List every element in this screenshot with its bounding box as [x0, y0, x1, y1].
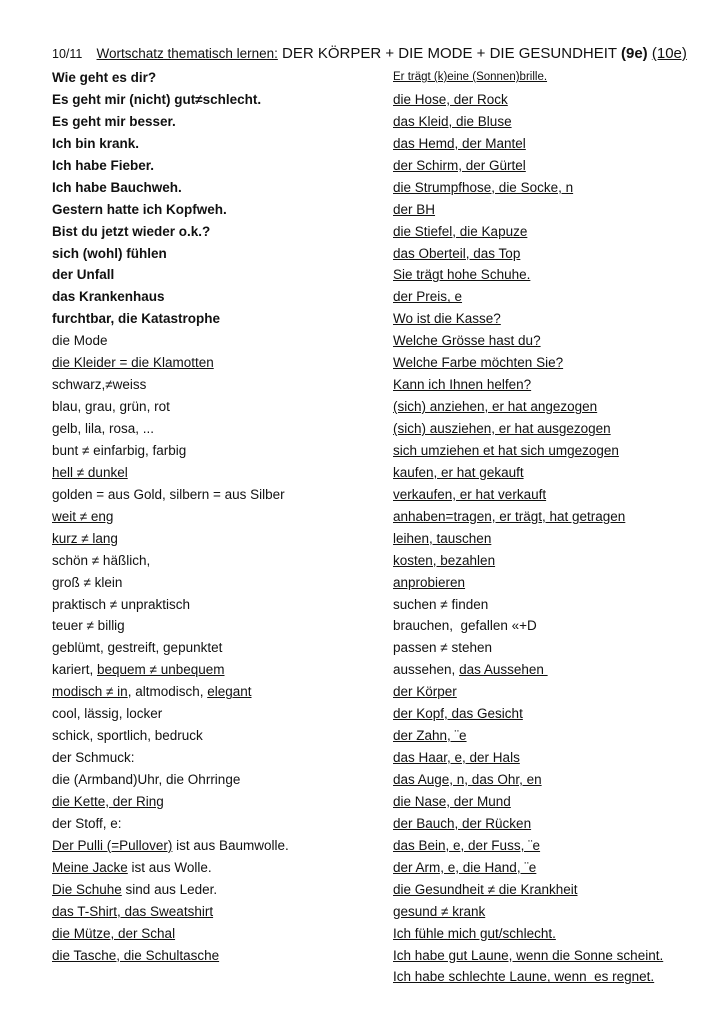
vocab-line — [52, 462, 289, 484]
vocab-line — [52, 221, 289, 243]
vocab-text: verkaufen, er hat verkauft — [393, 486, 547, 502]
vocab-line — [393, 396, 663, 418]
vocab-line — [52, 769, 289, 791]
vocab-text: die Tasche, die Schultasche — [52, 947, 220, 963]
vocab-line — [52, 177, 289, 199]
vocab-text: ist aus Wolle. — [127, 859, 212, 875]
vocab-text: ist aus Baumwolle. — [172, 837, 289, 853]
vocab-line — [52, 440, 289, 462]
vocab-text: furchtbar, die Katastrophe — [52, 311, 221, 327]
vocab-line — [52, 484, 289, 506]
vocab-line — [52, 725, 289, 747]
vocab-line — [52, 572, 289, 594]
vocab-text: kariert, — [52, 662, 98, 678]
vocab-line — [52, 506, 289, 528]
vocab-line — [52, 879, 289, 901]
vocab-text: der Stoff, e: — [52, 815, 122, 831]
vocab-text: Die Schuhe — [52, 881, 122, 897]
vocab-text: der Preis, e — [393, 289, 463, 305]
vocab-line — [393, 572, 663, 594]
vocab-line — [52, 133, 289, 155]
vocab-text: hell ≠ dunkel — [52, 464, 128, 480]
vocab-text: die Stiefel, die Kapuze — [393, 223, 528, 239]
vocab-text: der BH — [393, 201, 436, 217]
vocab-text: die (Armband)Uhr, die Ohrringe — [52, 772, 241, 787]
vocab-line — [52, 374, 289, 396]
right-vocabulary-column — [393, 67, 663, 988]
vocab-line — [393, 418, 663, 440]
left-vocabulary-column — [52, 67, 289, 966]
vocab-text: anhaben=tragen, er trägt, hat getragen — [393, 508, 626, 524]
vocab-text: Ich habe Fieber. — [52, 157, 155, 173]
vocab-line — [393, 330, 663, 352]
vocab-text: Es geht mir (nicht) gut≠schlecht. — [52, 91, 262, 107]
vocab-text: (sich) ausziehen, er hat ausgezogen — [393, 421, 611, 436]
vocab-line — [52, 857, 289, 879]
vocab-line — [52, 550, 289, 572]
vocab-text: kosten, bezahlen — [393, 552, 496, 568]
vocab-text: sich umziehen et hat sich umgezogen — [393, 442, 619, 458]
vocab-line — [393, 155, 663, 177]
vocab-text: Ich habe gut Laune, wenn die Sonne scheint. — [393, 947, 664, 963]
vocab-line — [52, 264, 289, 286]
vocab-line — [52, 308, 289, 330]
vocab-line — [52, 813, 289, 835]
vocab-line — [393, 177, 663, 199]
vocab-line — [393, 111, 663, 133]
vocab-text: das Haar, e, der Hals — [393, 750, 520, 766]
vocab-text: leihen, tauschen — [393, 530, 492, 546]
vocab-line — [393, 659, 663, 681]
vocab-line — [52, 396, 289, 418]
vocab-text: der Zahn, ¨e — [393, 728, 467, 744]
vocab-text: das Krankenhaus — [52, 289, 165, 305]
vocab-line — [52, 111, 289, 133]
vocab-line — [52, 594, 289, 616]
vocab-line — [393, 286, 663, 308]
vocab-line — [393, 791, 663, 813]
vocab-text: teuer ≠ billig — [52, 618, 125, 634]
vocab-line — [393, 374, 663, 396]
vocab-line — [393, 813, 663, 835]
page-number: 10/11 — [52, 47, 83, 61]
vocab-text: die Gesundheit ≠ die Krankheit — [393, 881, 578, 897]
class-label-10e: (10e) — [651, 45, 687, 62]
vocab-text: das Bein, e, der Fuss, ¨e — [393, 837, 541, 853]
vocab-text: kurz ≠ lang — [52, 530, 118, 546]
vocab-text: Es geht mir besser. — [52, 113, 176, 129]
vocab-line — [393, 923, 663, 945]
vocab-line — [393, 221, 663, 243]
vocab-text: der Schmuck: — [52, 750, 135, 766]
vocab-text: weit ≠ eng — [52, 508, 114, 524]
vocab-text: (sich) anziehen, er hat angezogen — [393, 399, 598, 415]
vocab-line — [393, 747, 663, 769]
vocab-line — [393, 199, 663, 221]
vocab-text: golden = aus Gold, silbern = aus Silber — [52, 486, 285, 502]
vocab-text: elegant — [207, 684, 252, 700]
vocab-line — [52, 155, 289, 177]
vocab-text: Ich bin krank. — [52, 135, 140, 151]
vocab-text: Er trägt (k)eine (Sonnen)brille. — [393, 71, 548, 83]
document-title: DER KÖRPER + DIE MODE + DIE GESUNDHEIT — [282, 45, 617, 62]
vocab-line — [52, 67, 289, 89]
vocab-line — [52, 747, 289, 769]
vocab-text: die Mode — [52, 333, 108, 349]
vocab-line — [393, 615, 663, 637]
vocab-text: das Oberteil, das Top — [393, 245, 521, 261]
vocab-line — [52, 659, 289, 681]
vocab-line — [393, 703, 663, 725]
vocab-text: Ich habe schlechte Laune, wenn es regnet. — [393, 969, 655, 985]
vocab-text: cool, lässig, locker — [52, 706, 163, 722]
vocab-text: modisch ≠ in — [52, 684, 128, 700]
vocab-text: der Körper — [393, 684, 457, 700]
vocab-line — [52, 352, 289, 374]
vocab-text: die Kette, der Ring — [52, 793, 164, 809]
vocab-text: gelb, lila, rosa, ... — [52, 421, 155, 436]
vocab-text: brauchen, gefallen «+D — [393, 618, 537, 634]
document-header — [52, 45, 687, 62]
vocab-text: anprobieren — [393, 574, 466, 590]
vocab-line — [393, 352, 663, 374]
vocab-text: Der Pulli (=Pullover) — [52, 837, 173, 853]
vocab-line — [393, 681, 663, 703]
vocab-line — [393, 725, 663, 747]
vocab-line — [393, 484, 663, 506]
class-label-9e: (9e) — [621, 45, 648, 62]
vocab-line — [393, 67, 663, 89]
vocab-text: Sie trägt hohe Schuhe. — [393, 267, 531, 283]
vocab-text: praktisch ≠ unpraktisch — [52, 596, 190, 612]
vocab-line — [393, 879, 663, 901]
vocab-text: Gestern hatte ich Kopfweh. — [52, 201, 227, 217]
vocab-text: Ich fühle mich gut/schlecht. — [393, 925, 556, 941]
vocab-text: schwarz,≠weiss — [52, 377, 147, 393]
vocab-text: bunt ≠ einfarbig, farbig — [52, 442, 187, 458]
vocab-line — [52, 835, 289, 857]
vocab-text: der Arm, e, die Hand, ¨e — [393, 859, 537, 875]
vocab-line — [52, 286, 289, 308]
vocab-line — [393, 264, 663, 286]
vocab-line — [393, 528, 663, 550]
vocab-text: der Bauch, der Rücken — [393, 815, 532, 831]
vocab-text: sich (wohl) fühlen — [52, 245, 167, 261]
vocab-text: aussehen, — [393, 662, 460, 678]
vocab-line — [52, 243, 289, 265]
vocab-text: die Kleider = die Klamotten — [52, 355, 214, 371]
vocab-line — [52, 901, 289, 923]
vocab-text: Ich habe Bauchweh. — [52, 179, 182, 195]
vocab-text: kaufen, er hat gekauft — [393, 464, 524, 480]
vocab-line — [393, 901, 663, 923]
vocab-text: geblümt, gestreift, gepunktet — [52, 640, 223, 656]
vocab-text: Meine Jacke — [52, 859, 128, 875]
vocab-text: der Unfall — [52, 267, 115, 283]
vocab-line — [393, 835, 663, 857]
vocab-line — [52, 923, 289, 945]
vocab-line — [52, 791, 289, 813]
vocab-line — [393, 133, 663, 155]
vocab-line — [393, 945, 663, 967]
vocab-text: die Hose, der Rock — [393, 91, 508, 107]
vocab-text: gesund ≠ krank — [393, 903, 486, 919]
vocab-line — [393, 89, 663, 111]
vocab-line — [52, 637, 289, 659]
vocab-text: groß ≠ klein — [52, 574, 123, 590]
vocab-text: Bist du jetzt wieder o.k.? — [52, 223, 211, 239]
vocab-line — [393, 308, 663, 330]
vocab-text: die Mütze, der Schal — [52, 925, 176, 941]
vocab-text: sind aus Leder. — [121, 881, 218, 897]
vocab-line — [52, 330, 289, 352]
vocab-line — [393, 966, 663, 988]
document-subtitle: Wortschatz thematisch lernen: — [96, 46, 278, 61]
vocab-text: das Hemd, der Mantel — [393, 135, 526, 151]
vocab-text: die Strumpfhose, die Socke, n — [393, 179, 574, 195]
vocab-text: , altmodisch, — [127, 684, 208, 700]
vocab-line — [52, 418, 289, 440]
vocab-text: Kann ich Ihnen helfen? — [393, 377, 532, 393]
vocab-line — [393, 550, 663, 572]
vocab-text: schön ≠ häßlich, — [52, 552, 151, 568]
vocab-text: schick, sportlich, bedruck — [52, 728, 203, 744]
vocab-line — [52, 681, 289, 703]
vocab-text: suchen ≠ finden — [393, 596, 489, 612]
vocab-text: das T-Shirt, das Sweatshirt — [52, 903, 214, 919]
vocab-line — [393, 769, 663, 791]
vocab-line — [52, 199, 289, 221]
vocab-text: der Schirm, der Gürtel — [393, 157, 526, 173]
vocab-text: Welche Grösse hast du? — [393, 333, 541, 349]
vocab-text: Welche Farbe möchten Sie? — [393, 355, 564, 371]
vocab-text: die Nase, der Mund — [393, 793, 511, 809]
vocab-line — [52, 528, 289, 550]
vocab-line — [393, 857, 663, 879]
vocab-text: blau, grau, grün, rot — [52, 399, 170, 415]
vocab-text: Wo ist die Kasse? — [393, 311, 501, 327]
vocab-line — [393, 440, 663, 462]
vocab-line — [393, 462, 663, 484]
vocab-text: bequem ≠ unbequem — [97, 662, 225, 678]
vocab-line — [393, 594, 663, 616]
vocab-line — [393, 506, 663, 528]
vocab-text: Wie geht es dir? — [52, 70, 157, 85]
vocab-line — [52, 615, 289, 637]
vocab-line — [393, 243, 663, 265]
vocab-line — [52, 703, 289, 725]
vocab-line — [52, 89, 289, 111]
vocab-text: das Kleid, die Bluse — [393, 113, 512, 129]
vocab-text: der Kopf, das Gesicht — [393, 706, 523, 722]
vocab-line — [393, 637, 663, 659]
vocab-line — [52, 945, 289, 967]
vocab-text: das Auge, n, das Ohr, en — [393, 772, 542, 787]
vocab-text: das Aussehen — [459, 662, 548, 678]
vocab-text: passen ≠ stehen — [393, 640, 492, 656]
